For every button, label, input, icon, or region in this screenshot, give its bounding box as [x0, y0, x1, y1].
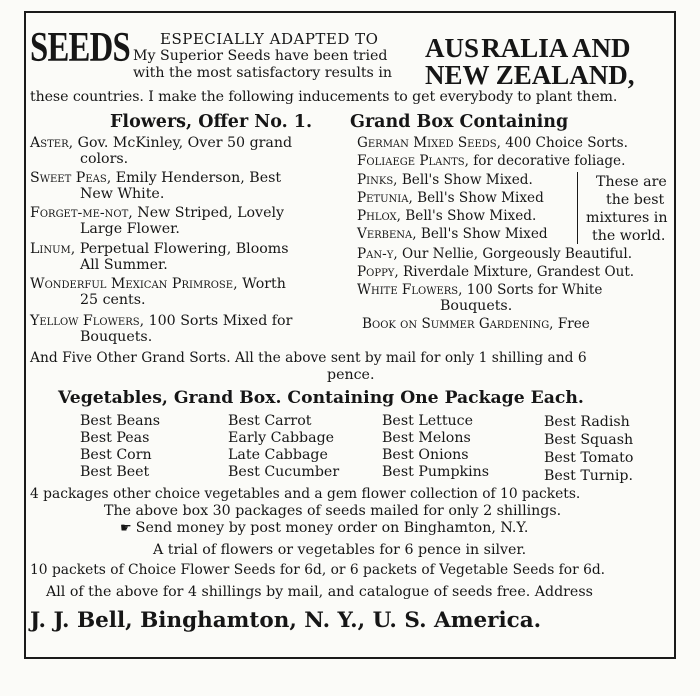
veg-item: Best Onions: [382, 447, 469, 463]
veg-item: Best Beet: [80, 464, 150, 480]
grand-box-title: Grand Box Containing: [350, 112, 569, 132]
item-desc: Bell's Show Mixed.: [397, 172, 533, 188]
footer-line-2: The above box 30 packages of seeds mailed for only 2 shillings.: [104, 503, 562, 519]
grand-box-german: [357, 135, 628, 152]
flower-item-aster-cont: colors.: [80, 151, 129, 167]
header-line-4: these countries. I make the following inducements to get everybody to plant them.: [30, 89, 618, 105]
grand-box-foliage: [357, 153, 625, 170]
header-line-2: My Superior Seeds have been tried: [133, 48, 388, 64]
item-desc: Bell's Show Mixed: [412, 190, 544, 206]
flower-item-sweet-peas-cont: New White.: [80, 186, 165, 202]
item-name: White Flowers,: [357, 282, 463, 298]
item-desc: Perpetual Flowering, Blooms: [75, 241, 289, 257]
item-name: Book on Summer Gardening,: [362, 316, 554, 332]
grand-box-petunia: [357, 190, 544, 207]
note-line-3: mixtures in: [586, 210, 668, 226]
item-desc: 100 Sorts for White: [462, 282, 603, 298]
flower-item-aster: [30, 135, 292, 152]
grand-box-pansy: [357, 246, 632, 263]
pointing-hand-icon: ☛: [120, 521, 136, 536]
note-line-4: the world.: [592, 228, 666, 244]
new-zealand-heading: NEW ZEALAND,: [425, 60, 635, 90]
flower-item-yellow-cont: Bouquets.: [80, 329, 153, 345]
header-line-3: with the most satisfactory results in: [133, 65, 393, 81]
item-desc: Gov. McKinley, Over 50 grand: [73, 135, 293, 151]
veg-item: Best Radish: [544, 414, 630, 430]
australia-heading: AUS RALIA AND: [425, 33, 631, 63]
item-name: Wonderful Mexican Primrose,: [30, 276, 238, 292]
veg-item: Best Peas: [80, 430, 150, 446]
item-desc: 100 Sorts Mixed for: [144, 313, 293, 329]
flower-item-yellow: [30, 313, 292, 330]
grand-box-poppy: [357, 264, 634, 281]
item-name: Yellow Flowers,: [30, 313, 145, 329]
item-desc: for decorative foliage.: [468, 153, 626, 169]
item-desc: Bell's Show Mixed.: [400, 208, 537, 224]
flower-item-linum-cont: All Summer.: [80, 257, 168, 273]
item-name: German Mixed Seeds,: [357, 135, 501, 151]
flower-item-forget-me-not: [30, 205, 284, 222]
veg-item: Best Turnip.: [544, 468, 633, 484]
veg-item: Best Carrot: [228, 413, 312, 429]
note-line-1: These are: [596, 174, 667, 190]
item-name: Phlox,: [357, 208, 401, 224]
veg-item: Best Cucumber: [228, 464, 340, 480]
grand-box-white-cont: Bouquets.: [440, 298, 513, 314]
item-name: Pan-y,: [357, 246, 398, 262]
item-name: Sweet Peas,: [30, 170, 112, 186]
item-name: Pinks,: [357, 172, 398, 188]
item-desc: Emily Henderson, Best: [111, 170, 282, 186]
item-desc: Riverdale Mixture, Grandest Out.: [398, 264, 635, 280]
flower-item-forget-me-not-cont: Large Flower.: [80, 221, 180, 237]
item-name: Aster,: [30, 135, 74, 151]
footer-line-5: 10 packets of Choice Flower Seeds for 6d, or 6 packets of Vegetable Seeds for 6d.: [30, 562, 606, 578]
item-name: Foliaege Plants,: [357, 153, 469, 169]
grand-box-phlox: [357, 208, 536, 225]
item-name: Forget-me-not,: [30, 205, 133, 221]
item-desc: 400 Choice Sorts.: [500, 135, 628, 151]
footer-line-1: 4 packages other choice vegetables and a gem flower collection of 10 packets.: [30, 486, 581, 502]
flower-item-linum: [30, 241, 289, 258]
footer-line-4: A trial of flowers or vegetables for 6 pence in silver.: [153, 542, 527, 558]
veg-item: Best Squash: [544, 432, 634, 448]
note-line-2: the best: [606, 192, 665, 208]
item-desc: New Striped, Lovely: [132, 205, 285, 221]
veg-item: Best Beans: [80, 413, 161, 429]
flower-item-primrose: [30, 276, 286, 293]
item-desc: Bell's Show Mixed: [416, 226, 548, 242]
vegetables-title: Vegetables, Grand Box. Containing One Package Each.: [58, 388, 584, 408]
grand-box-white: [357, 282, 602, 299]
footer-line-3: [120, 520, 528, 537]
grand-box-book: [362, 316, 590, 333]
footer-line-6: All of the above for 4 shillings by mail, and catalogue of seeds free. Address: [46, 584, 593, 600]
item-desc: Worth: [237, 276, 286, 292]
item-name: Poppy,: [357, 264, 399, 280]
veg-item: Early Cabbage: [228, 430, 335, 446]
item-name: Verbena,: [357, 226, 417, 242]
grand-box-pinks: [357, 172, 533, 189]
veg-item: Best Pumpkins: [382, 464, 490, 480]
header-line-1: ESPECIALLY ADAPTED TO: [160, 30, 379, 48]
flowers-title: Flowers, Offer No. 1.: [110, 112, 313, 132]
veg-item: Best Tomato: [544, 450, 634, 466]
seeds-heading: SEEDS: [30, 25, 130, 71]
item-name: Linum,: [30, 241, 76, 257]
pence-line: pence.: [327, 367, 375, 383]
flower-item-primrose-cont: 25 cents.: [80, 292, 146, 308]
veg-item: Best Corn: [80, 447, 152, 463]
signature: J. J. Bell, Binghamton, N. Y., U. S. America.: [30, 608, 542, 633]
veg-item: Best Lettuce: [382, 413, 474, 429]
footer-line-3-text: Send money by post money order on Binghamton, N.Y.: [135, 520, 529, 536]
item-desc: Our Nellie, Gorgeously Beautiful.: [397, 246, 633, 262]
grand-box-verbena: [357, 226, 548, 243]
five-other-line: And Five Other Grand Sorts. All the above sent by mail for only 1 shilling and 6: [30, 350, 587, 366]
veg-item: Late Cabbage: [228, 447, 328, 463]
item-desc: Free: [553, 316, 590, 332]
flower-item-sweet-peas: [30, 170, 281, 187]
item-name: Petunia,: [357, 190, 413, 206]
veg-item: Best Melons: [382, 430, 471, 446]
